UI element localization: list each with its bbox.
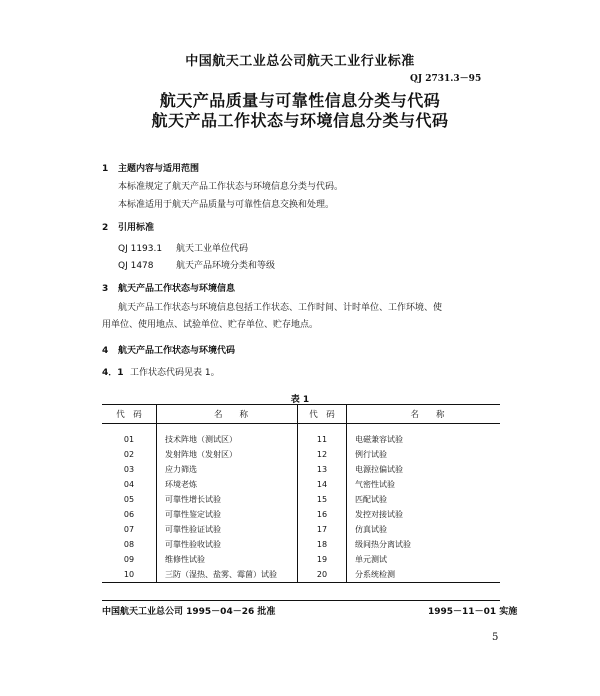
reference-item (118, 241, 248, 254)
document-title-line-2: 航天产品工作状态与环境信息分类与代码 (151, 111, 449, 130)
cell-name: 匹配试验 (355, 495, 387, 504)
cell-name: 技术阵地（测试区） (157, 424, 298, 448)
cell-name: 维修性试验 (157, 552, 298, 567)
cell-name: 电磁兼容试验 (355, 435, 403, 444)
header-name-2: 名 称 (347, 405, 501, 424)
standard-number: QJ 2731.3－95 (410, 74, 482, 84)
section-3-paragraph-line-1: 航天产品工作状态与环境信息包括工作状态、工作时间、计时单位、工作环境、使 (118, 303, 443, 313)
clause-4-1 (102, 366, 220, 381)
cell-name: 环境老炼 (157, 477, 298, 492)
table-row (102, 567, 500, 583)
cell-code: 04 (102, 477, 157, 492)
section-1-heading (102, 161, 199, 174)
table-header-row (102, 405, 500, 424)
section-number: 2 (102, 223, 109, 233)
page-number: 5 (492, 632, 499, 643)
section-3-heading (102, 281, 235, 294)
cell-code: 15 (298, 492, 347, 507)
cell-name: 气密性试验 (355, 480, 395, 489)
section-number: 3 (102, 284, 109, 294)
section-title: 航天产品工作状态与环境代码 (118, 346, 236, 356)
cell-name: 可靠性验收试验 (157, 537, 298, 552)
cell-code: 13 (298, 462, 347, 477)
cell-name: 应力筛选 (157, 462, 298, 477)
reference-code: QJ 1478 (118, 261, 154, 271)
table-row (102, 537, 500, 552)
section-2-heading (102, 220, 154, 233)
table-row (102, 552, 500, 567)
cell-name: 级间热分离试验 (355, 540, 411, 549)
section-title: 主题内容与适用范围 (118, 164, 200, 174)
cell-name: 例行试验 (355, 450, 387, 459)
section-number: 4 (102, 346, 109, 356)
clause-number: 4．1 (102, 368, 124, 378)
cell-code: 03 (102, 462, 157, 477)
table-row (102, 492, 500, 507)
cell-code: 06 (102, 507, 157, 522)
cell-code: 12 (298, 447, 347, 462)
cell-name: 发控对接试验 (355, 510, 403, 519)
reference-name: 航天工业单位代码 (176, 244, 249, 254)
reference-item (118, 258, 275, 271)
cell-code: 05 (102, 492, 157, 507)
cell-name: 仿真试验 (355, 525, 387, 534)
reference-code: QJ 1193.1 (118, 244, 163, 254)
table-row (102, 462, 500, 477)
cell-code: 07 (102, 522, 157, 537)
implementation-date: 1995－11－01 实施 (428, 607, 518, 617)
cell-code: 16 (298, 507, 347, 522)
issuing-organization: 中国航天工业总公司航天工业行业标准 (185, 54, 415, 69)
cell-code: 09 (102, 552, 157, 567)
section-4-heading (102, 343, 235, 356)
section-1-paragraph-2: 本标准适用于航天产品质量与可靠性信息交换和处理。 (118, 200, 335, 210)
section-title: 引用标准 (118, 223, 155, 233)
cell-code: 18 (298, 537, 347, 552)
cell-code: 11 (298, 424, 347, 448)
table-caption: 表 1 (290, 395, 310, 405)
cell-code: 20 (298, 567, 347, 583)
document-title-line-1: 航天产品质量与可靠性信息分类与代码 (159, 91, 441, 110)
cell-name: 发射阵地（发射区） (157, 447, 298, 462)
cell-code: 14 (298, 477, 347, 492)
section-number: 1 (102, 164, 109, 174)
header-code-1: 代 码 (102, 405, 157, 424)
cell-code: 02 (102, 447, 157, 462)
header-code-2: 代 码 (298, 405, 347, 424)
table-row (102, 424, 500, 448)
table-row (102, 477, 500, 492)
cell-code: 17 (298, 522, 347, 537)
table-row (102, 447, 500, 462)
header-name-1: 名 称 (157, 405, 298, 424)
section-title: 航天产品工作状态与环境信息 (118, 284, 236, 294)
cell-name: 电源拉偏试验 (355, 465, 403, 474)
cell-name: 可靠性验证试验 (157, 522, 298, 537)
cell-name: 可靠性增长试验 (157, 492, 298, 507)
work-state-code-table (102, 404, 500, 583)
clause-text: 工作状态代码见表 1。 (130, 368, 220, 378)
cell-code: 19 (298, 552, 347, 567)
approval-statement: 中国航天工业总公司 1995－04－26 批准 (102, 607, 276, 617)
cell-name: 分系统检测 (347, 567, 501, 583)
table-row (102, 522, 500, 537)
cell-code: 01 (102, 424, 157, 448)
cell-code: 10 (102, 567, 157, 583)
cell-name: 可靠性鉴定试验 (157, 507, 298, 522)
table-row (102, 507, 500, 522)
section-1-paragraph-1: 本标准规定了航天产品工作状态与环境信息分类与代码。 (118, 182, 344, 192)
cell-name: 三防（湿热、盐雾、霉菌）试验 (157, 567, 298, 583)
cell-code: 08 (102, 537, 157, 552)
cell-name: 单元测试 (355, 555, 387, 564)
section-3-paragraph-line-2: 用单位、使用地点、试验单位、贮存单位、贮存地点。 (102, 320, 319, 330)
reference-name: 航天产品环境分类和等级 (176, 261, 276, 271)
footer-rule (102, 600, 500, 601)
